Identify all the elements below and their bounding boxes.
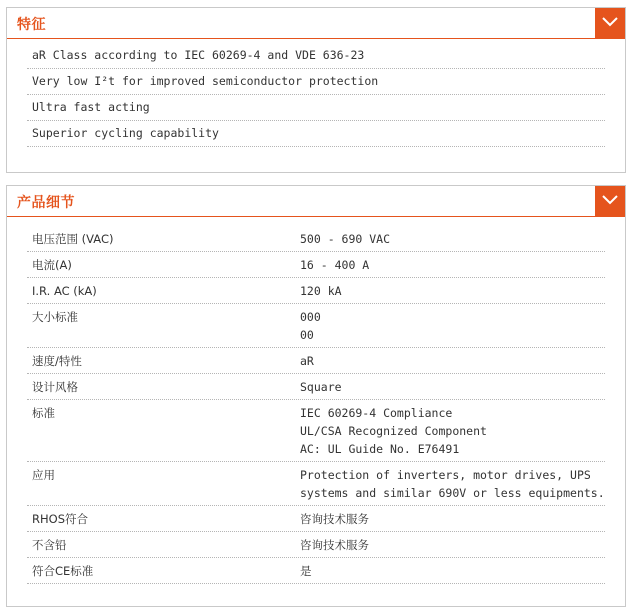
spec-value-line: 咨询技术服务	[300, 512, 369, 526]
spec-row	[27, 462, 605, 506]
spec-label: 符合CE标准	[32, 564, 94, 578]
spec-label: 设计风格	[32, 380, 78, 394]
features-panel	[6, 7, 626, 173]
spec-value-line: 00	[300, 328, 314, 342]
spec-value	[300, 466, 605, 502]
spec-row	[27, 348, 605, 374]
spec-row	[27, 400, 605, 462]
spec-row	[27, 278, 605, 304]
spec-value	[300, 282, 605, 300]
spec-value-line: 16 - 400 A	[300, 258, 370, 272]
spec-label: 应用	[32, 468, 55, 482]
spec-value-line: 是	[300, 564, 312, 578]
spec-row	[27, 304, 605, 348]
feature-item: Ultra fast acting	[27, 95, 605, 121]
features-header[interactable]	[7, 8, 625, 39]
chevron-down-icon	[602, 17, 618, 27]
spec-row	[27, 558, 605, 584]
spec-row	[27, 252, 605, 278]
spec-value-line: 500 - 690 VAC	[300, 232, 391, 246]
spec-row	[27, 374, 605, 400]
spec-value	[300, 308, 605, 344]
spec-value-line: systems and similar 690V or less equipments.	[300, 486, 605, 500]
spec-label: I.R. AC (kA)	[32, 284, 97, 298]
spec-label: 电压范围 (VAC)	[32, 232, 114, 246]
spec-label: RHOS符合	[32, 512, 88, 526]
spec-value-line: 咨询技术服务	[300, 538, 369, 552]
spec-value-line: AC: UL Guide No. E76491	[300, 442, 460, 456]
spec-label: 速度/特性	[32, 354, 82, 368]
spec-value-line: IEC 60269-4 Compliance	[300, 406, 453, 420]
spec-value	[300, 536, 605, 554]
features-list	[7, 39, 625, 147]
spec-label: 电流(A)	[32, 258, 72, 272]
spec-label: 标准	[32, 406, 55, 420]
spec-row	[27, 226, 605, 252]
spec-value-line: 000	[300, 310, 321, 324]
spec-value	[300, 562, 605, 580]
spec-label: 大小标准	[32, 310, 78, 324]
features-collapse-toggle[interactable]	[595, 8, 625, 38]
spec-label: 不含铅	[32, 538, 67, 552]
spec-value	[300, 510, 605, 528]
features-title: 特征	[17, 17, 46, 33]
spec-row	[27, 506, 605, 532]
feature-item: Superior cycling capability	[27, 121, 605, 147]
details-header[interactable]	[7, 186, 625, 217]
details-title: 产品细节	[17, 195, 75, 211]
details-collapse-toggle[interactable]	[595, 186, 625, 216]
spec-value-line: Protection of inverters, motor drives, UPS	[300, 468, 591, 482]
chevron-down-icon	[602, 195, 618, 205]
spec-value	[300, 404, 605, 458]
spec-value-line: UL/CSA Recognized Component	[300, 424, 487, 438]
spec-value-line: 120 kA	[300, 284, 342, 298]
spec-value	[300, 230, 605, 248]
feature-item: aR Class according to IEC 60269-4 and VDE 636-23	[27, 43, 605, 69]
spec-value	[300, 378, 605, 396]
spec-value-line: Square	[300, 380, 342, 394]
spec-row	[27, 532, 605, 558]
details-panel	[6, 185, 626, 607]
spec-value	[300, 256, 605, 274]
details-table	[7, 217, 625, 584]
spec-value	[300, 352, 605, 370]
spec-value-line: aR	[300, 354, 314, 368]
feature-item: Very low I²t for improved semiconductor protection	[27, 69, 605, 95]
